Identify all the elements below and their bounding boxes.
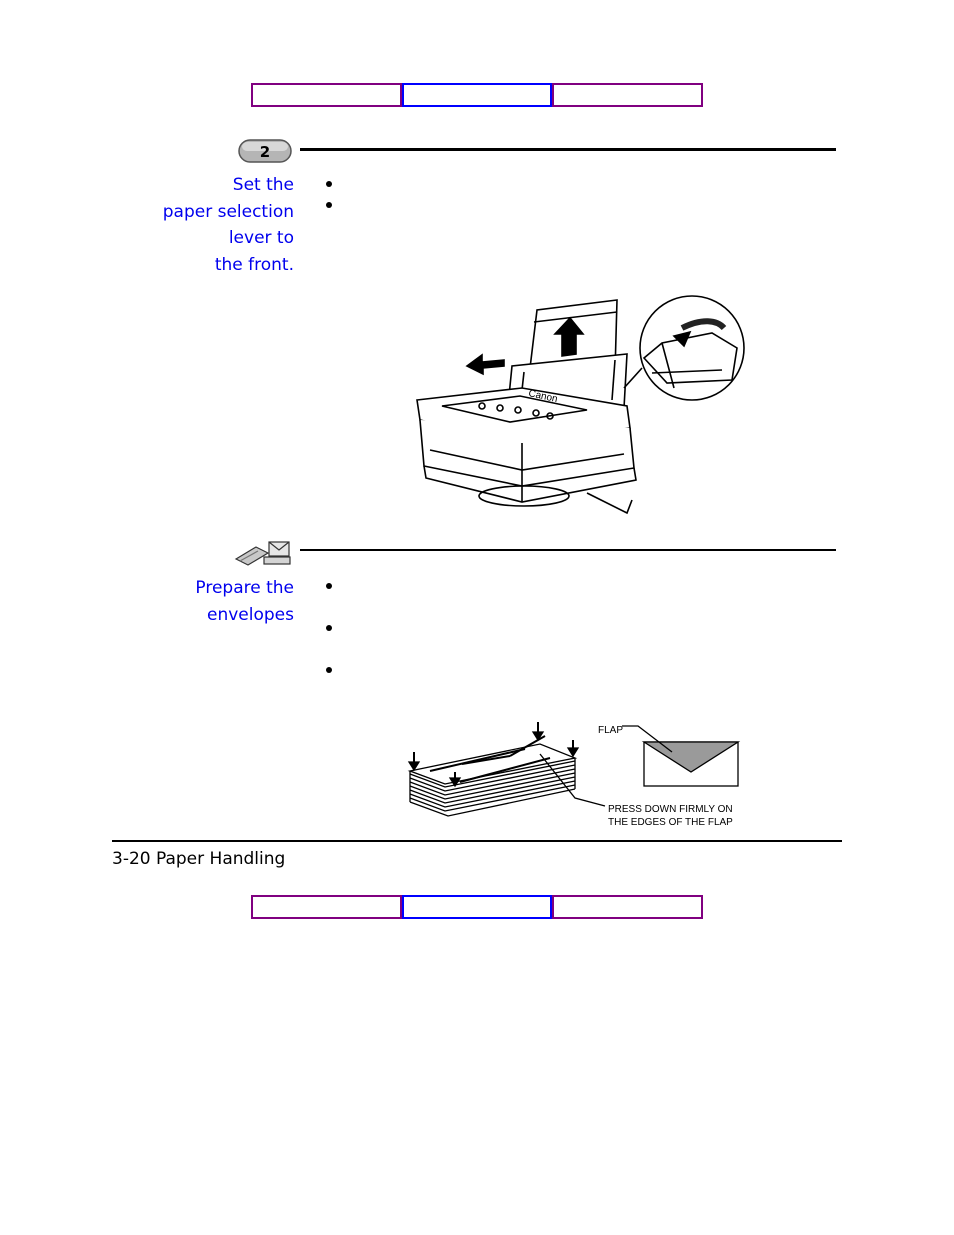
bottom-navigation	[251, 895, 703, 919]
envelope-heading	[195, 575, 294, 628]
top-navigation	[251, 83, 703, 107]
flap-label: FLAP	[598, 725, 624, 736]
bullet-point	[326, 202, 332, 208]
press-label-line2: THE EDGES OF THE FLAP	[608, 817, 733, 828]
envelope-tool-icon	[234, 537, 292, 569]
printer-brand-label: Canon	[527, 388, 559, 406]
step-heading	[163, 172, 294, 278]
bullet-point	[326, 667, 332, 673]
nav-contents-button[interactable]	[402, 895, 553, 919]
nav-next-button[interactable]	[552, 83, 703, 107]
bullet-point	[326, 181, 332, 187]
step-heading-line: the front.	[214, 254, 294, 275]
press-label-line1: PRESS DOWN FIRMLY ON	[608, 804, 733, 815]
bullet-point	[326, 583, 332, 589]
nav-contents-button[interactable]	[402, 83, 553, 107]
section-rule-envelopes	[300, 549, 836, 551]
step-heading-line: Set the	[232, 175, 294, 195]
section-rule-step	[300, 148, 836, 151]
step-heading-line: paper selection	[162, 201, 294, 222]
envelope-heading-line: envelopes	[207, 604, 294, 625]
footer-rule	[112, 840, 842, 842]
envelope-heading-line: Prepare the	[195, 578, 294, 598]
step-number: 2	[259, 143, 271, 161]
bullet-point	[326, 625, 332, 631]
nav-previous-button[interactable]	[251, 83, 402, 107]
printer-illustration	[412, 288, 748, 528]
step-2-badge-icon	[238, 139, 292, 163]
envelope-illustration	[400, 716, 750, 832]
page-footer: 3-20 Paper Handling	[112, 849, 286, 869]
nav-next-button[interactable]	[552, 895, 703, 919]
step-heading-line: lever to	[228, 228, 294, 248]
nav-previous-button[interactable]	[251, 895, 402, 919]
